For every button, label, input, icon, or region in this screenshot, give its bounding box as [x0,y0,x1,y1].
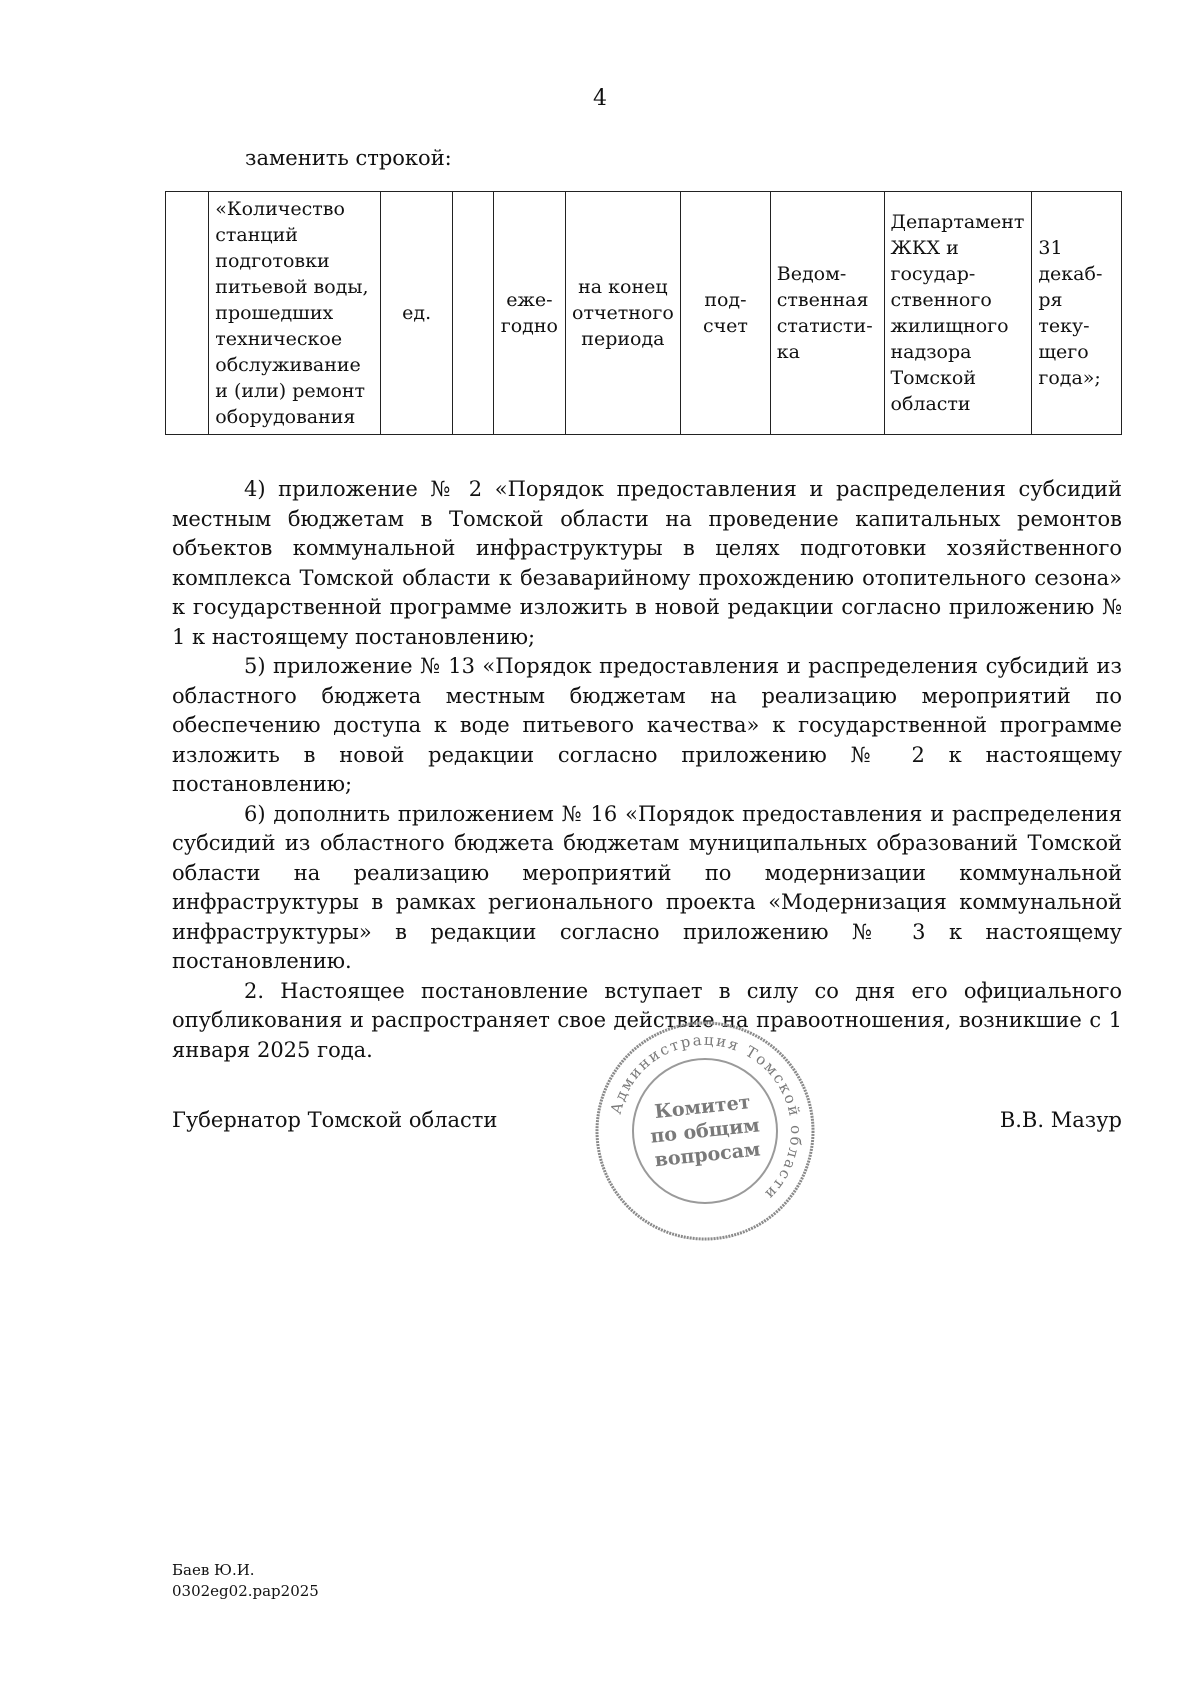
cell-number [166,192,209,435]
cell-indicator-name: «Количество станций подготовки питьевой воды, прошедших техническое обслуживание и (или) ремонт оборудования [209,192,381,435]
page-number: 4 [593,86,607,111]
official-stamp [592,1018,818,1244]
cell-method: под- счет [681,192,771,435]
cell-unit: ед. [381,192,452,435]
replacement-table-row [165,191,1122,435]
table-row [166,192,1122,435]
footer-info [172,1560,319,1602]
stamp-line-3: вопросам [653,1138,762,1172]
stamp-line-1: Комитет [653,1091,752,1124]
cell-deadline: 31 декаб- ря теку- щего года»; [1032,192,1122,435]
intro-text: заменить строкой: [245,146,452,170]
stamp-outer-text: Администрация Томской области [606,1030,806,1205]
signatory-name: В.В. Мазур [999,1108,1122,1132]
paragraph-section-2: 2. Настоящее постановление вступает в силу со дня его официального опубликования и распространяет свое действие на правоотношения, возникшие с 1 января 2025 года. [172,978,1122,1062]
footer-file: 0302eg02.pap2025 [172,1582,319,1600]
stamp-line-2: по общим [649,1114,761,1148]
cell-responsible: Департамент ЖКХ и государ- ственного жилищного надзора Томской области [884,192,1032,435]
signatory-position: Губернатор Томской области [172,1108,498,1132]
footer-author: Баев Ю.И. [172,1561,255,1579]
cell-frequency: еже- годно [494,192,565,435]
cell-source: Ведом- ственная статисти- ка [770,192,884,435]
paragraph-4: 4) приложение № 2 «Порядок предоставления и распределения субсидий местным бюджетам в Томской области на проведение капитальных ремонтов объектов коммунальной инфраструктуры в целях подготовки хозяйственного комплекса Томской области к безаварийному прохождению отопительного сезона» к государственной программе изложить в новой редакции согласно приложению № 1 к настоящему постановлению; [172,477,1122,649]
cell-empty [452,192,493,435]
paragraph-5: 5) приложение № 13 «Порядок предоставления и распределения субсидий из областного бюджета местным бюджетам на реализацию мероприятий по обеспечению доступа к воде питьевого качества» к государственной программе изложить в новой редакции согласно приложению № 2 к настоящему постановлению; [172,654,1122,796]
cell-period: на конец отчетного периода [565,192,681,435]
paragraph-6: 6) дополнить приложением № 16 «Порядок предоставления и распределения субсидий из областного бюджета бюджетам муниципальных образований Томской области на реализацию мероприятий по модернизации коммунальной инфраструктуры в рамках регионального проекта «Модернизация коммунальной инфраструктуры» в редакции согласно приложению № 3 к настоящему постановлению. [172,801,1122,973]
body-text [172,475,1122,1065]
